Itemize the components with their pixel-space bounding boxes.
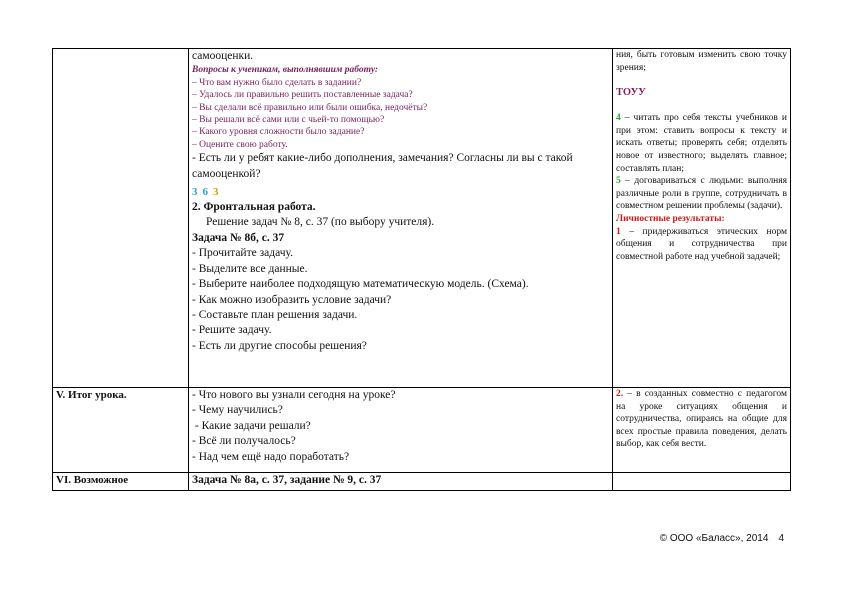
- activity-line: - Есть ли у ребят какие-либо дополнения, замечания? Согласны ли вы с такой самооценкой?: [192, 152, 573, 180]
- activity-cell: [189, 388, 613, 473]
- level-number: 3: [192, 186, 198, 199]
- task-line: - Прочитайте задачу.: [192, 247, 293, 260]
- result-text: – придерживаться этических норм общения и сотрудничества при совместной работе над учебной задачей;: [616, 226, 787, 262]
- question-line: – Удалось ли правильно решить поставленные задача?: [192, 90, 413, 101]
- section-heading: 2. Фронтальная работа.: [192, 201, 316, 214]
- result-number: 1: [616, 226, 621, 237]
- table-row: [53, 473, 791, 491]
- personal-results-heading: Личностные результаты:: [616, 213, 725, 224]
- level-numbers: [192, 182, 609, 200]
- questions-heading: Вопросы к ученикам, выполнявшим работу:: [192, 65, 379, 76]
- summary-line: - Всё ли получалось?: [192, 435, 296, 448]
- result-number: 2.: [616, 389, 624, 399]
- task-line: - Выберите наиболее подходящую математическую модель. (Схема).: [192, 278, 529, 291]
- level-number: 6: [202, 186, 208, 199]
- task-line: - Выделите все данные.: [192, 262, 308, 275]
- activity-cell: [189, 49, 613, 388]
- task-heading: Задача № 8б, с. 37: [192, 231, 285, 244]
- results-cell: [613, 473, 791, 491]
- task-line: - Как можно изобразить условие задачи?: [192, 293, 392, 306]
- question-line: – Вы сделали всё правильно или были ошибка, недочёты?: [192, 102, 428, 113]
- summary-line: - Чему научились?: [192, 404, 283, 417]
- question-line: – Какого уровня сложности было задание?: [192, 127, 365, 138]
- homework-text: Задача № 8а, с. 37, задание № 9, с. 37: [189, 473, 613, 491]
- result-item: [616, 112, 787, 175]
- result-number: 4: [616, 113, 621, 124]
- table-row: [53, 388, 791, 473]
- result-number: 5: [616, 176, 621, 187]
- question-line: – Оцените свою работу.: [192, 139, 288, 150]
- result-text: – в созданных совместно с педагогом на уроке ситуациях общения и сотрудничества, опираясь на общие для всех простые правила поведения, делать выбор, как себя вести.: [616, 389, 788, 450]
- stage-title: VI. Возможное: [53, 473, 189, 491]
- results-cell: [613, 49, 791, 388]
- page-footer: [660, 533, 784, 544]
- task-line: - Есть ли другие способы решения?: [192, 339, 367, 352]
- question-line: – Вы решали всё сами или с чьей-то помощью?: [192, 115, 385, 126]
- table-row: [53, 49, 791, 388]
- result-text: – читать про себя тексты учебников и при этом: ставить вопросы к тексту и искать ответы; проверять себя; отделять новое от известного; выделять главное; составлять план;: [616, 113, 787, 174]
- toyy-heading: ТОУУ: [616, 87, 646, 99]
- task-line: - Решите задачу.: [192, 324, 272, 337]
- result-text: – договариваться с людьми: выполняя различные роли в группе, сотрудничать в совместном решении проблемы (задачи).: [616, 176, 788, 212]
- result-item: [616, 226, 787, 264]
- level-number: 3: [213, 186, 219, 199]
- summary-line: - Что нового вы узнали сегодня на уроке?: [192, 389, 396, 401]
- summary-line: - Какие задачи решали?: [192, 419, 311, 432]
- lesson-plan-table: [52, 48, 791, 491]
- activity-line: Решение задач № 8, с. 37 (по выбору учителя).: [206, 216, 435, 229]
- results-cell: [613, 388, 791, 473]
- summary-line: - Над чем ещё надо поработать?: [192, 450, 350, 463]
- stage-cell: [53, 49, 189, 388]
- copyright: © ООО «Баласс», 2014: [659, 533, 769, 544]
- task-line: - Составьте план решения задачи.: [192, 308, 358, 321]
- stage-title: V. Итог урока.: [53, 388, 189, 473]
- activity-line: самооценки.: [192, 50, 254, 62]
- result-item: [616, 175, 787, 213]
- page-number: 4: [778, 533, 784, 544]
- result-text: ния, быть готовым изменить свою точку зрения;: [616, 50, 787, 73]
- result-item: [616, 388, 787, 451]
- question-line: – Что вам нужно было сделать в задании?: [192, 77, 362, 88]
